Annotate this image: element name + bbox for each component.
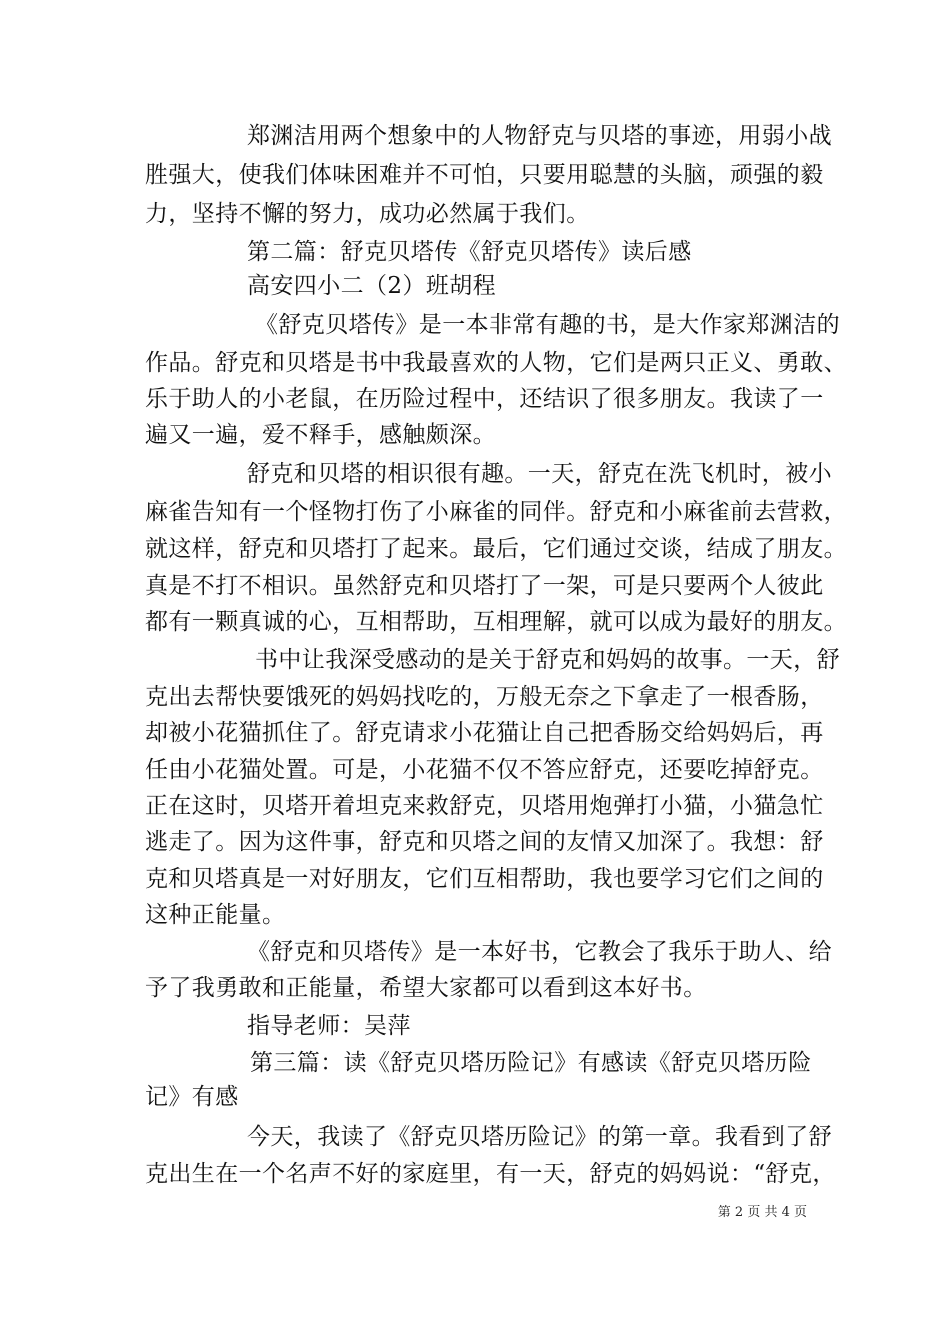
text-line: 克和贝塔真是一对好朋友，它们互相帮助，我也要学习它们之间的	[145, 866, 824, 892]
text-line: 却被小花猫抓住了。舒克请求小花猫让自己把香肠交给妈妈后，再	[145, 720, 824, 746]
text-line: 书中让我深受感动的是关于舒克和妈妈的故事。一天，舒	[255, 647, 840, 673]
section-heading: 第三篇：读《舒克贝塔历险记》有感读《舒克贝塔历险	[250, 1050, 812, 1076]
text-line: 胜强大，使我们体味困难并不可怕，只要用聪慧的头脑，顽强的毅	[145, 162, 824, 188]
text-line: 都有一颗真诚的心，互相帮助，互相理解，就可以成为最好的朋友。	[145, 609, 847, 635]
text-line: 真是不打不相识。虽然舒克和贝塔打了一架，可是只要两个人彼此	[145, 573, 824, 599]
text-line: 正在这时，贝塔开着坦克来救舒克，贝塔用炮弹打小猫，小猫急忙	[145, 793, 824, 819]
text-line: 力，坚持不懈的努力，成功必然属于我们。	[145, 201, 590, 227]
section-heading-cont: 记》有感	[145, 1084, 239, 1110]
section-heading: 第二篇：舒克贝塔传《舒克贝塔传》读后感	[247, 239, 692, 265]
text-line: 这种正能量。	[145, 902, 286, 928]
text-line: 《舒克贝塔传》是一本非常有趣的书，是大作家郑渊洁的	[255, 312, 840, 338]
text-line: 今天，我读了《舒克贝塔历险记》的第一章。我看到了舒	[247, 1124, 832, 1150]
text-line: 克出生在一个名声不好的家庭里，有一天，舒克的妈妈说：“舒克，	[145, 1161, 836, 1187]
text-line: 乐于助人的小老鼠，在历险过程中，还结识了很多朋友。我读了一	[145, 386, 824, 412]
text-line: 作品。舒克和贝塔是书中我最喜欢的人物，它们是两只正义、勇敢、	[145, 350, 847, 376]
page-number: 第 2 页 共 4 页	[717, 1205, 807, 1220]
advisor-line: 指导老师：吴萍	[247, 1013, 411, 1039]
text-line: 逃走了。因为这件事，舒克和贝塔之间的友情又加深了。我想：舒	[145, 829, 824, 855]
text-line: 遍又一遍，爱不释手，感触颇深。	[145, 422, 496, 448]
text-line: 予了我勇敢和正能量，希望大家都可以看到这本好书。	[145, 975, 707, 1001]
text-line: 任由小花猫处置。可是，小花猫不仅不答应舒克，还要吃掉舒克。	[145, 757, 824, 783]
text-line: 郑渊洁用两个想象中的人物舒克与贝塔的事迹，用弱小战	[247, 123, 832, 149]
text-line: 克出去帮快要饿死的妈妈找吃的，万般无奈之下拿走了一根香肠，	[145, 684, 824, 710]
text-line: 舒克和贝塔的相识很有趣。一天，舒克在洗飞机时，被小	[247, 461, 832, 487]
text-line: 麻雀告知有一个怪物打伤了小麻雀的同伴。舒克和小麻雀前去营救，	[145, 499, 847, 525]
text-line: 《舒克和贝塔传》是一本好书，它教会了我乐于助人、给	[247, 939, 832, 965]
author-line: 高安四小二（2）班胡程	[247, 273, 497, 299]
text-line: 就这样，舒克和贝塔打了起来。最后，它们通过交谈，结成了朋友。	[145, 536, 847, 562]
